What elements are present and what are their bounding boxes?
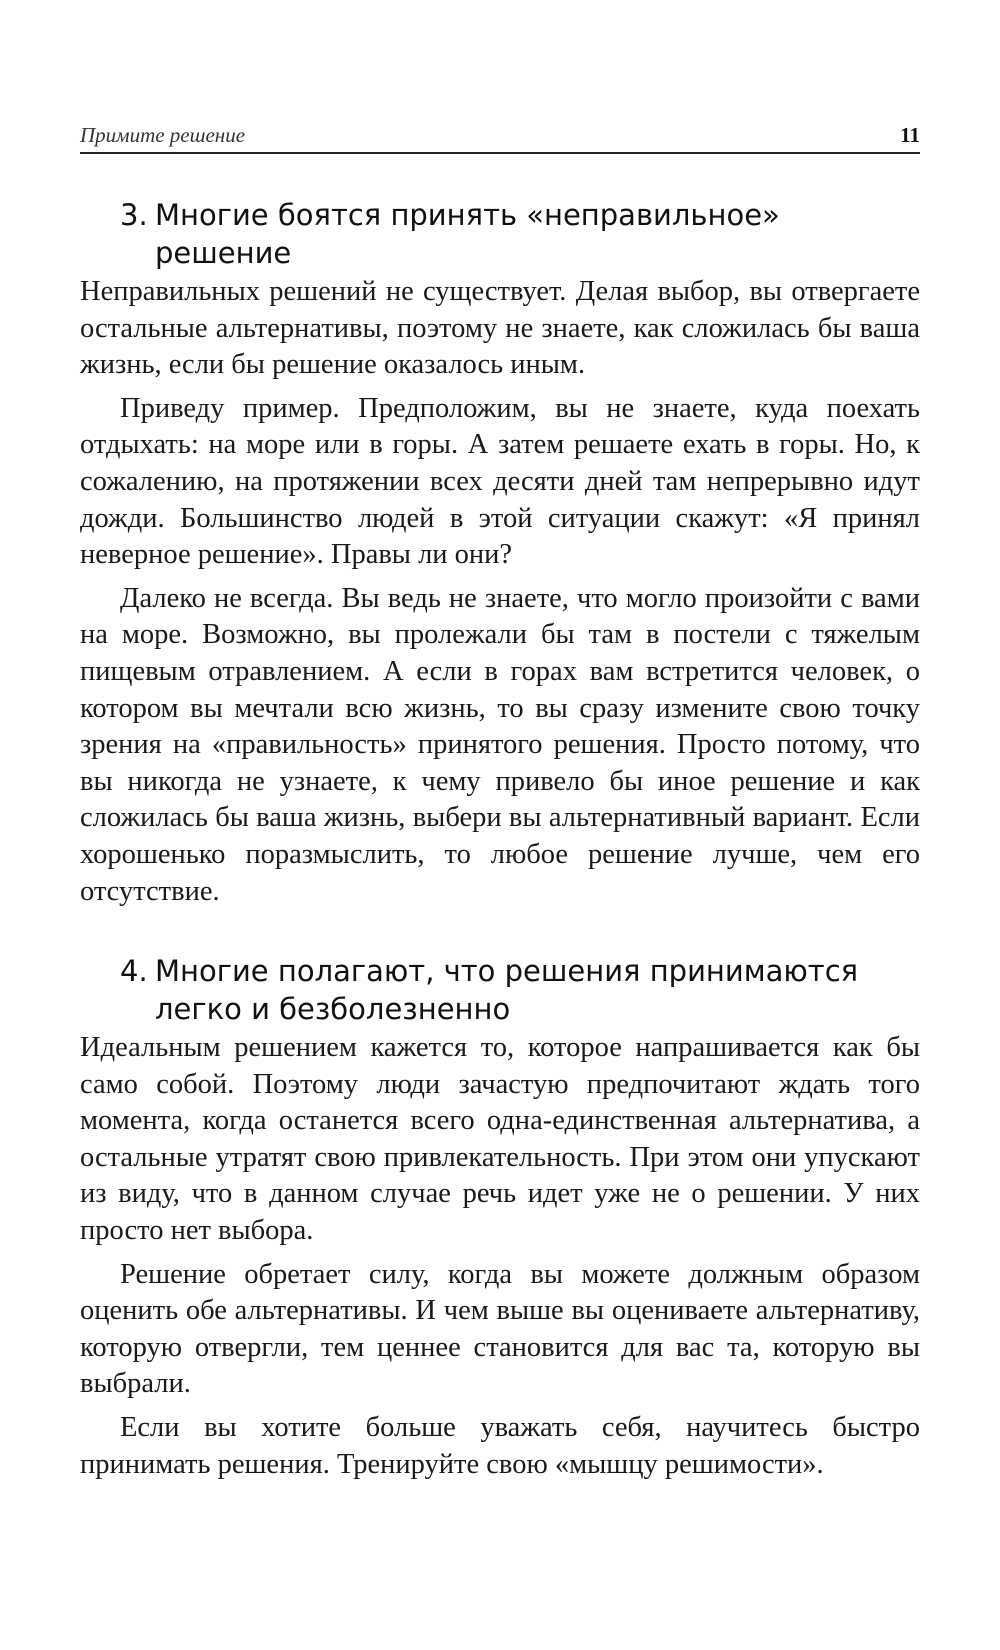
paragraph: Решение обретает силу, когда вы можете должным образом оценить обе альтернативы. И чем выше вы оцениваете альтернативу, которую отвергли, тем ценнее становится для вас та, которую вы выбрали. — [80, 1258, 920, 1400]
paragraph: Неправильных решений не существует. Делая выбор, вы отвергаете остальные альтернативы, поэтому не знаете, как сложилась бы ваша жизнь, если бы решение оказалось иным. — [80, 276, 920, 381]
running-header — [80, 118, 920, 154]
paragraph: Идеальным решением кажется то, которое напрашивается как бы само собой. Поэтому люди зачастую предпочитают ждать того момента, когда останется всего одна-единственная альтернатива, а остальные утратят свою привлекательность. При этом они упускают из виду, что в данном случае речь идет уже не о решении. У них просто нет выбора. — [80, 1032, 920, 1247]
section-title-line-2: решение — [155, 236, 292, 270]
paragraph: Приведу пример. Предположим, вы не знаете, куда поехать отдыхать: на море или в горы. А затем решаете ехать в горы. Но, к сожалению, на протяжении всех десяти дней там непрерывно идут дожди. Большинство людей в этой ситуации скажут: «Я принял неверное решение». Правы ли они? — [80, 392, 920, 571]
paragraph: Если вы хотите больше уважать себя, научитесь быстро принимать решения. Тренируйте свою «мышцу решимости». — [80, 1412, 920, 1480]
section-number: 3. — [120, 198, 148, 232]
section-4 — [80, 952, 920, 1483]
page-number: 11 — [900, 123, 920, 147]
page-content — [80, 196, 920, 1483]
section-title-line-1: Многие полагают, что решения принимаются — [155, 954, 859, 989]
running-title: Примите решение — [80, 123, 246, 147]
section-heading — [80, 952, 920, 1028]
section-3 — [80, 196, 920, 910]
section-heading — [80, 196, 920, 272]
section-number: 4. — [120, 954, 148, 989]
paragraph: Далеко не всегда. Вы ведь не знаете, что могло произойти с вами на море. Возможно, вы пролежали бы там в постели с тяжелым пищевым отравлением. А если в горах вам встретится человек, о котором вы мечтали всю жизнь, то вы сразу измените свою точку зрения на «правильность» принятого решения. Просто потому, что вы никогда не узнаете, к чему привело бы иное решение и как сложилась бы ваша жизнь, выбери вы альтернативный вариант. Если хорошенько поразмыслить, то любое решение лучше, чем его отсутствие. — [80, 582, 920, 907]
section-title-line-2: легко и безболезненно — [155, 992, 511, 1027]
section-title-line-1: Многие боятся принять «неправильное» — [155, 198, 780, 232]
